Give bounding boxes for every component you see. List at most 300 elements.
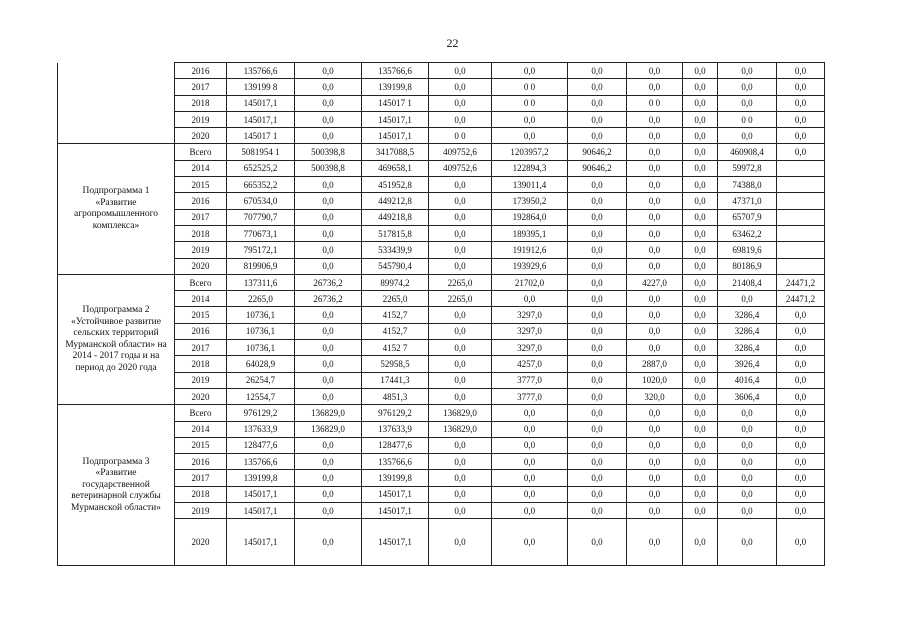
year-cell: Всего <box>175 274 227 290</box>
value-cell: 0,0 <box>718 437 777 453</box>
value-cell: 0,0 <box>429 79 492 95</box>
value-cell: 0,0 <box>627 454 683 470</box>
value-cell: 0,0 <box>777 437 825 453</box>
value-cell: 0,0 <box>568 340 627 356</box>
value-cell: 0,0 <box>777 144 825 160</box>
value-cell: 128477,6 <box>227 437 295 453</box>
year-cell: 2018 <box>175 356 227 372</box>
value-cell: 135766,6 <box>227 454 295 470</box>
value-cell: 451952,8 <box>362 177 429 193</box>
value-cell: 0,0 <box>683 340 718 356</box>
value-cell: 0,0 <box>295 323 362 339</box>
value-cell: 0,0 <box>683 405 718 421</box>
table-row <box>58 274 825 290</box>
value-cell: 0,0 <box>295 307 362 323</box>
value-cell: 0,0 <box>718 95 777 111</box>
value-cell: 145017,1 <box>227 503 295 519</box>
value-cell: 4851,3 <box>362 388 429 404</box>
value-cell: 137311,6 <box>227 274 295 290</box>
value-cell: 0,0 <box>568 421 627 437</box>
year-cell: 2016 <box>175 454 227 470</box>
value-cell: 3297,0 <box>492 340 568 356</box>
value-cell: 145017 1 <box>227 128 295 144</box>
value-cell: 0,0 <box>568 437 627 453</box>
value-cell: 128477,6 <box>362 437 429 453</box>
value-cell: 0,0 <box>627 307 683 323</box>
value-cell: 0,0 <box>295 79 362 95</box>
value-cell: 0,0 <box>777 95 825 111</box>
value-cell <box>777 160 825 176</box>
value-cell: 4257,0 <box>492 356 568 372</box>
value-cell: 0,0 <box>568 79 627 95</box>
value-cell: 145017,1 <box>227 519 295 566</box>
value-cell: 0,0 <box>683 274 718 290</box>
value-cell: 0,0 <box>777 454 825 470</box>
value-cell: 0,0 <box>429 340 492 356</box>
value-cell: 670534,0 <box>227 193 295 209</box>
value-cell: 0,0 <box>568 128 627 144</box>
value-cell: 63462,2 <box>718 225 777 241</box>
value-cell: 0,0 <box>683 193 718 209</box>
value-cell: 0,0 <box>718 405 777 421</box>
value-cell: 1203957,2 <box>492 144 568 160</box>
value-cell: 0,0 <box>429 356 492 372</box>
value-cell: 2265,0 <box>227 291 295 307</box>
year-cell: 2020 <box>175 258 227 274</box>
value-cell: 0,0 <box>429 470 492 486</box>
value-cell: 3297,0 <box>492 307 568 323</box>
value-cell: 4016,4 <box>718 372 777 388</box>
value-cell: 136829,0 <box>429 405 492 421</box>
value-cell: 0,0 <box>568 209 627 225</box>
value-cell: 0,0 <box>627 193 683 209</box>
value-cell: 449218,8 <box>362 209 429 225</box>
value-cell: 460908,4 <box>718 144 777 160</box>
value-cell: 0,0 <box>568 291 627 307</box>
year-cell: 2015 <box>175 177 227 193</box>
value-cell: 90646,2 <box>568 144 627 160</box>
value-cell: 17441,3 <box>362 372 429 388</box>
value-cell: 976129,2 <box>362 405 429 421</box>
value-cell: 0,0 <box>295 454 362 470</box>
value-cell: 0,0 <box>683 388 718 404</box>
value-cell: 137633,9 <box>227 421 295 437</box>
year-cell: Всего <box>175 144 227 160</box>
value-cell: 191912,6 <box>492 242 568 258</box>
value-cell: 80186,9 <box>718 258 777 274</box>
value-cell: 90646,2 <box>568 160 627 176</box>
year-cell: 2014 <box>175 160 227 176</box>
value-cell: 3286,4 <box>718 307 777 323</box>
value-cell: 0,0 <box>627 63 683 79</box>
value-cell: 0,0 <box>683 437 718 453</box>
value-cell: 0,0 <box>777 372 825 388</box>
year-cell: 2020 <box>175 519 227 566</box>
value-cell: 0,0 <box>492 405 568 421</box>
value-cell: 0,0 <box>492 519 568 566</box>
value-cell: 0,0 <box>568 388 627 404</box>
value-cell: 0,0 <box>627 209 683 225</box>
value-cell: 0,0 <box>295 258 362 274</box>
value-cell: 0,0 <box>627 242 683 258</box>
value-cell: 52958,5 <box>362 356 429 372</box>
value-cell: 135766,6 <box>362 454 429 470</box>
value-cell: 500398,8 <box>295 144 362 160</box>
value-cell: 0,0 <box>777 356 825 372</box>
value-cell: 0,0 <box>568 242 627 258</box>
value-cell: 795172,1 <box>227 242 295 258</box>
value-cell: 0,0 <box>777 405 825 421</box>
value-cell: 409752,6 <box>429 160 492 176</box>
value-cell: 139199 8 <box>227 79 295 95</box>
value-cell: 0,0 <box>295 372 362 388</box>
value-cell: 0,0 <box>492 128 568 144</box>
year-cell: 2014 <box>175 421 227 437</box>
value-cell: 0,0 <box>295 388 362 404</box>
value-cell: 0,0 <box>627 405 683 421</box>
value-cell <box>777 225 825 241</box>
year-cell: 2015 <box>175 307 227 323</box>
value-cell: 137633,9 <box>362 421 429 437</box>
value-cell: 0,0 <box>627 421 683 437</box>
value-cell: 136829,0 <box>295 421 362 437</box>
value-cell: 10736,1 <box>227 323 295 339</box>
year-cell: 2016 <box>175 63 227 79</box>
value-cell: 0,0 <box>718 486 777 502</box>
value-cell: 192864,0 <box>492 209 568 225</box>
value-cell: 517815,8 <box>362 225 429 241</box>
value-cell: 0,0 <box>492 291 568 307</box>
value-cell: 145017,1 <box>362 503 429 519</box>
value-cell: 0,0 <box>718 291 777 307</box>
value-cell: 0,0 <box>718 421 777 437</box>
value-cell: 59972,8 <box>718 160 777 176</box>
value-cell: 665352,2 <box>227 177 295 193</box>
value-cell: 24471,2 <box>777 274 825 290</box>
value-cell: 0,0 <box>683 454 718 470</box>
value-cell: 26736,2 <box>295 274 362 290</box>
value-cell: 0,0 <box>429 63 492 79</box>
value-cell: 0,0 <box>568 225 627 241</box>
value-cell: 0,0 <box>295 193 362 209</box>
value-cell: 0,0 <box>492 486 568 502</box>
value-cell: 0,0 <box>627 291 683 307</box>
value-cell: 0,0 <box>429 388 492 404</box>
value-cell: 0,0 <box>429 454 492 470</box>
table-row <box>58 144 825 160</box>
value-cell: 0,0 <box>777 388 825 404</box>
value-cell: 0,0 <box>683 307 718 323</box>
value-cell: 0,0 <box>568 274 627 290</box>
value-cell: 0 0 <box>492 79 568 95</box>
value-cell: 0,0 <box>683 95 718 111</box>
value-cell: 0,0 <box>568 405 627 421</box>
value-cell: 122894,3 <box>492 160 568 176</box>
page-number: 22 <box>446 36 459 50</box>
value-cell: 0,0 <box>429 225 492 241</box>
value-cell: 0,0 <box>295 486 362 502</box>
value-cell: 0,0 <box>683 356 718 372</box>
value-cell: 2265,0 <box>429 274 492 290</box>
value-cell: 3286,4 <box>718 340 777 356</box>
value-cell: 0,0 <box>492 63 568 79</box>
value-cell: 26736,2 <box>295 291 362 307</box>
value-cell: 26254,7 <box>227 372 295 388</box>
year-cell: 2016 <box>175 193 227 209</box>
value-cell: 0,0 <box>627 79 683 95</box>
value-cell: 145017,1 <box>227 111 295 127</box>
table-row <box>58 63 825 79</box>
value-cell: 469658,1 <box>362 160 429 176</box>
program-name-cell: Подпрограмма 1 «Развитие агропромышленного комплекса» <box>58 144 175 274</box>
value-cell: 0,0 <box>777 470 825 486</box>
value-cell: 64028,9 <box>227 356 295 372</box>
year-cell: 2016 <box>175 323 227 339</box>
value-cell: 0,0 <box>568 258 627 274</box>
value-cell: 3286,4 <box>718 323 777 339</box>
value-cell: 1020,0 <box>627 372 683 388</box>
value-cell: 0,0 <box>683 519 718 566</box>
value-cell: 0,0 <box>295 128 362 144</box>
value-cell: 2265,0 <box>429 291 492 307</box>
value-cell <box>777 258 825 274</box>
value-cell: 139199,8 <box>362 470 429 486</box>
value-cell: 0,0 <box>683 177 718 193</box>
value-cell: 2887,0 <box>627 356 683 372</box>
value-cell: 0,0 <box>568 356 627 372</box>
value-cell: 4152,7 <box>362 307 429 323</box>
value-cell: 0,0 <box>627 160 683 176</box>
value-cell: 0,0 <box>718 519 777 566</box>
value-cell: 0,0 <box>295 356 362 372</box>
value-cell: 0,0 <box>683 470 718 486</box>
value-cell: 0,0 <box>627 340 683 356</box>
value-cell: 0,0 <box>568 486 627 502</box>
value-cell: 145017,1 <box>362 486 429 502</box>
value-cell: 449212,8 <box>362 193 429 209</box>
value-cell: 145017,1 <box>227 486 295 502</box>
value-cell: 4227,0 <box>627 274 683 290</box>
value-cell: 0,0 <box>777 323 825 339</box>
value-cell: 0,0 <box>683 225 718 241</box>
year-cell: 2019 <box>175 111 227 127</box>
value-cell: 0,0 <box>683 323 718 339</box>
value-cell: 0,0 <box>627 503 683 519</box>
value-cell: 409752,6 <box>429 144 492 160</box>
value-cell: 0,0 <box>568 470 627 486</box>
value-cell: 4152 7 <box>362 340 429 356</box>
value-cell: 0,0 <box>295 209 362 225</box>
value-cell: 0,0 <box>627 225 683 241</box>
value-cell: 0,0 <box>429 209 492 225</box>
value-cell: 0,0 <box>627 177 683 193</box>
value-cell: 0,0 <box>295 340 362 356</box>
value-cell: 0,0 <box>627 111 683 127</box>
value-cell: 652525,2 <box>227 160 295 176</box>
value-cell: 10736,1 <box>227 340 295 356</box>
budget-table-body <box>58 63 825 566</box>
value-cell: 135766,6 <box>362 63 429 79</box>
value-cell: 0,0 <box>718 503 777 519</box>
value-cell: 0,0 <box>568 519 627 566</box>
value-cell: 0,0 <box>777 63 825 79</box>
value-cell: 2265,0 <box>362 291 429 307</box>
value-cell: 0,0 <box>777 111 825 127</box>
value-cell: 3777,0 <box>492 388 568 404</box>
value-cell: 0,0 <box>627 470 683 486</box>
value-cell: 135766,6 <box>227 63 295 79</box>
value-cell: 0,0 <box>295 225 362 241</box>
year-cell: 2018 <box>175 95 227 111</box>
value-cell: 0,0 <box>718 454 777 470</box>
value-cell: 139199,8 <box>362 79 429 95</box>
value-cell: 0,0 <box>429 242 492 258</box>
value-cell: 0,0 <box>295 242 362 258</box>
value-cell: 69819,6 <box>718 242 777 258</box>
value-cell: 0,0 <box>429 307 492 323</box>
value-cell: 0,0 <box>627 128 683 144</box>
value-cell <box>777 209 825 225</box>
value-cell: 12554,7 <box>227 388 295 404</box>
value-cell: 770673,1 <box>227 225 295 241</box>
program-name-cell: Подпрограмма 3 «Развитие государственной ветеринарной службы Мурманской области» <box>58 405 175 566</box>
value-cell: 24471,2 <box>777 291 825 307</box>
value-cell <box>777 242 825 258</box>
value-cell: 0,0 <box>429 519 492 566</box>
value-cell: 0,0 <box>568 193 627 209</box>
value-cell: 173950,2 <box>492 193 568 209</box>
value-cell: 136829,0 <box>295 405 362 421</box>
value-cell: 0,0 <box>683 144 718 160</box>
year-cell: 2019 <box>175 503 227 519</box>
value-cell: 4152,7 <box>362 323 429 339</box>
value-cell: 0,0 <box>429 486 492 502</box>
value-cell: 0,0 <box>429 177 492 193</box>
year-cell: 2020 <box>175 388 227 404</box>
value-cell: 0,0 <box>627 144 683 160</box>
value-cell: 0,0 <box>429 193 492 209</box>
value-cell: 707790,7 <box>227 209 295 225</box>
year-cell: 2017 <box>175 340 227 356</box>
value-cell: 0,0 <box>777 519 825 566</box>
value-cell: 139199,8 <box>227 470 295 486</box>
value-cell: 0,0 <box>295 470 362 486</box>
year-cell: 2018 <box>175 486 227 502</box>
value-cell: 0,0 <box>683 209 718 225</box>
value-cell: 0 0 <box>718 111 777 127</box>
value-cell: 3926,4 <box>718 356 777 372</box>
value-cell: 0 0 <box>627 95 683 111</box>
value-cell: 0,0 <box>777 340 825 356</box>
value-cell: 3606,4 <box>718 388 777 404</box>
value-cell: 976129,2 <box>227 405 295 421</box>
value-cell: 320,0 <box>627 388 683 404</box>
value-cell <box>777 193 825 209</box>
value-cell: 0,0 <box>568 372 627 388</box>
value-cell: 5081954 1 <box>227 144 295 160</box>
value-cell: 0,0 <box>492 111 568 127</box>
value-cell: 0,0 <box>492 437 568 453</box>
value-cell: 0,0 <box>295 519 362 566</box>
value-cell: 136829,0 <box>429 421 492 437</box>
value-cell: 0,0 <box>295 503 362 519</box>
value-cell: 89974,2 <box>362 274 429 290</box>
value-cell: 0,0 <box>492 454 568 470</box>
value-cell: 0,0 <box>683 79 718 95</box>
value-cell: 819906,9 <box>227 258 295 274</box>
year-cell: 2019 <box>175 372 227 388</box>
value-cell: 21702,0 <box>492 274 568 290</box>
value-cell: 0,0 <box>429 323 492 339</box>
value-cell: 193929,6 <box>492 258 568 274</box>
value-cell: 0 0 <box>492 95 568 111</box>
value-cell: 145017,1 <box>362 111 429 127</box>
value-cell: 0,0 <box>683 63 718 79</box>
value-cell: 0,0 <box>429 258 492 274</box>
value-cell: 74388,0 <box>718 177 777 193</box>
value-cell: 0,0 <box>777 503 825 519</box>
value-cell: 0,0 <box>718 128 777 144</box>
value-cell: 0,0 <box>718 79 777 95</box>
value-cell: 47371,0 <box>718 193 777 209</box>
year-cell: 2017 <box>175 79 227 95</box>
value-cell: 0,0 <box>683 421 718 437</box>
value-cell: 533439,9 <box>362 242 429 258</box>
value-cell: 0,0 <box>777 486 825 502</box>
year-cell: Всего <box>175 405 227 421</box>
value-cell: 10736,1 <box>227 307 295 323</box>
value-cell: 0,0 <box>429 437 492 453</box>
value-cell: 0,0 <box>295 63 362 79</box>
value-cell: 189395,1 <box>492 225 568 241</box>
value-cell: 0,0 <box>492 470 568 486</box>
value-cell: 500398,8 <box>295 160 362 176</box>
value-cell: 0,0 <box>295 177 362 193</box>
year-cell: 2014 <box>175 291 227 307</box>
value-cell: 0,0 <box>295 111 362 127</box>
value-cell: 0,0 <box>718 63 777 79</box>
value-cell: 65707,9 <box>718 209 777 225</box>
value-cell: 0,0 <box>627 519 683 566</box>
value-cell: 0 0 <box>429 128 492 144</box>
value-cell: 139011,4 <box>492 177 568 193</box>
value-cell: 0,0 <box>568 454 627 470</box>
value-cell <box>777 177 825 193</box>
value-cell: 0,0 <box>718 470 777 486</box>
value-cell: 3777,0 <box>492 372 568 388</box>
value-cell: 0,0 <box>492 503 568 519</box>
year-cell: 2017 <box>175 209 227 225</box>
value-cell: 3417088,5 <box>362 144 429 160</box>
value-cell: 21408,4 <box>718 274 777 290</box>
value-cell: 0,0 <box>683 242 718 258</box>
year-cell: 2019 <box>175 242 227 258</box>
value-cell: 0,0 <box>295 95 362 111</box>
value-cell: 3297,0 <box>492 323 568 339</box>
value-cell: 0,0 <box>568 63 627 79</box>
value-cell: 0,0 <box>627 258 683 274</box>
value-cell: 0,0 <box>568 503 627 519</box>
value-cell: 0,0 <box>777 128 825 144</box>
program-name-cell: Подпрограмма 2 «Устойчивое развитие сельских территорий Мурманской области» на 2014 - 2017 годы и на период до 2020 года <box>58 274 175 404</box>
value-cell: 0,0 <box>568 307 627 323</box>
value-cell: 0,0 <box>429 372 492 388</box>
value-cell: 0,0 <box>777 421 825 437</box>
year-cell: 2020 <box>175 128 227 144</box>
value-cell: 0,0 <box>295 437 362 453</box>
value-cell: 145017 1 <box>362 95 429 111</box>
value-cell: 0,0 <box>683 486 718 502</box>
